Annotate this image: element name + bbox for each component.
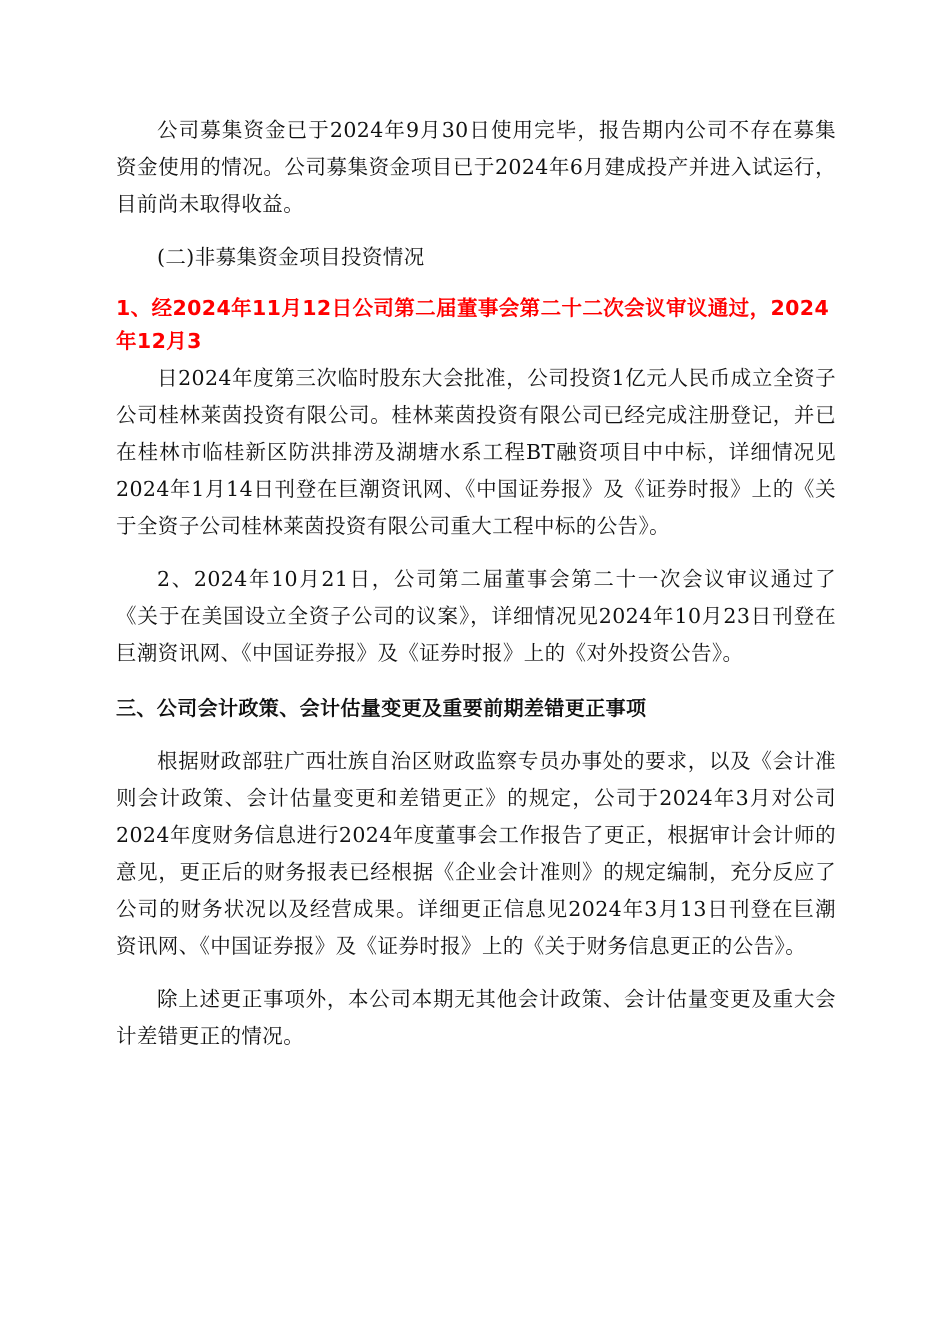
paragraph-no-other-changes: 除上述更正事项外，本公司本期无其他会计政策、会计估量变更及重大会计差错更正的情况。 [116,987,836,1048]
subheading-non-fund-investment: (二)非募集资金项目投资情况 [157,245,425,269]
paragraph-correction-details: 根据财政部驻广西壮族自治区财政监察专员办事处的要求，以及《会计准则会计政策、会计估量变更和差错更正》的规定，公司于2024年3月对公司2024年度财务信息进行2024年度董事会工作报告了更正，根据审计会计师的意见，更正后的财务报表已经根据《企业会计准则》的规定编制，充分反应了公司的财务状况以及经营成果。详细更正信息见2024年3月13日刊登在巨潮资讯网、《中国证券报》及《证券时报》上的《关于财务信息更正的公告》。 [116,749,836,958]
paragraph-subsidiary-investment: 日2024年度第三次临时股东大会批准，公司投资1亿元人民币成立全资子公司桂林莱茵投资有限公司。桂林莱茵投资有限公司已经完成注册登记，并已在桂林市临桂新区防洪排涝及湖塘水系工程BT融资项目中中标，详细情况见2024年1月14日刊登在巨潮资讯网、《中国证券报》及《证券时报》上的《关于全资子公司桂林莱茵投资有限公司重大工程中标的公告》。 [116,366,836,538]
document-page [116,112,836,1071]
paragraph-fund-usage: 公司募集资金已于2024年9月30日使用完毕，报告期内公司不存在募集资金使用的情况。公司募集资金项目已于2024年6月建成投产并进入试运行，目前尚未取得收益。 [116,118,836,216]
paragraph-us-subsidiary: 2、2024年10月21日，公司第二届董事会第二十一次会议审议通过了《关于在美国设立全资子公司的议案》，详细情况见2024年10月23日刊登在巨潮资讯网、《中国证券报》及《证券时报》上的《对外投资公告》。 [116,567,836,665]
red-heading-item-1: 1、经2024年11月12日公司第二届董事会第二十二次会议审议通过，2024年12月3 [116,296,830,353]
section-heading-accounting-policy: 三、公司会计政策、会计估量变更及重要前期差错更正事项 [116,696,647,720]
